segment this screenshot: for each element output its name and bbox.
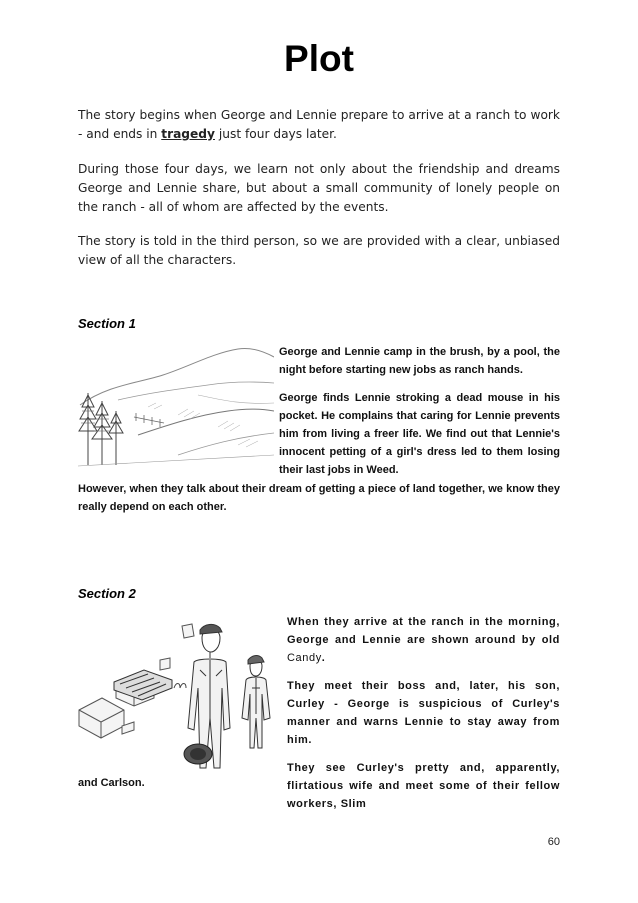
section-2-p1-end: . (321, 652, 326, 664)
intro-p1-start: The story begins when George and Lennie prepare to arrive at a ranch to work - and ends in (78, 108, 560, 141)
section-1-paragraph-2: George finds Lennie stroking a dead mouse in his pocket. He complains that caring for Lennie prevents him from living a freer life. We find out that Lennie's innocent petting of a girl's dress led to them losing their last jobs in Weed. (279, 392, 560, 476)
section-2-paragraph-2: They meet their boss and, later, his son, Curley - George is suspicious of Curley's manner and warns Lennie to stay away from him. (287, 680, 560, 746)
ranch-characters-illustration (74, 618, 284, 788)
section-1-heading: Section 1 (78, 316, 136, 331)
section-2-paragraph-1 (287, 613, 560, 667)
section-2-paragraph-3: They see Curley's pretty and, apparently, flirtatious wife and meet some of their fellow workers, Slim (287, 762, 560, 810)
candy-name: Candy (287, 652, 322, 664)
intro-p1-end: just four days later. (214, 127, 337, 141)
page-number: 60 (547, 836, 560, 848)
page-title: Plot (284, 38, 354, 79)
section-2-paragraph-3-tail: and Carlson. (78, 777, 145, 789)
intro-paragraph-1 (78, 106, 560, 144)
landscape-illustration (78, 345, 274, 467)
intro-paragraph-2: During those four days, we learn not only about the friendship and dreams George and Lennie share, but about a small community of lonely people on the ranch - all of whom are affected by the events. (78, 162, 560, 214)
intro-paragraph-3: The story is told in the third person, so we are provided with a clear, unbiased view of all the characters. (78, 234, 560, 267)
section-2-heading: Section 2 (78, 586, 136, 601)
section-1-paragraph-3: However, when they talk about their dream of getting a piece of land together, we know they really depend on each other. (78, 483, 560, 513)
tragedy-emphasis: tragedy (161, 127, 215, 141)
section-2-p1-start: When they arrive at the ranch in the morning, George and Lennie are shown around by old (287, 616, 560, 646)
section-1-paragraph-1: George and Lennie camp in the brush, by a pool, the night before starting new jobs as ranch hands. (279, 346, 560, 376)
section-1-text-column (279, 343, 560, 489)
